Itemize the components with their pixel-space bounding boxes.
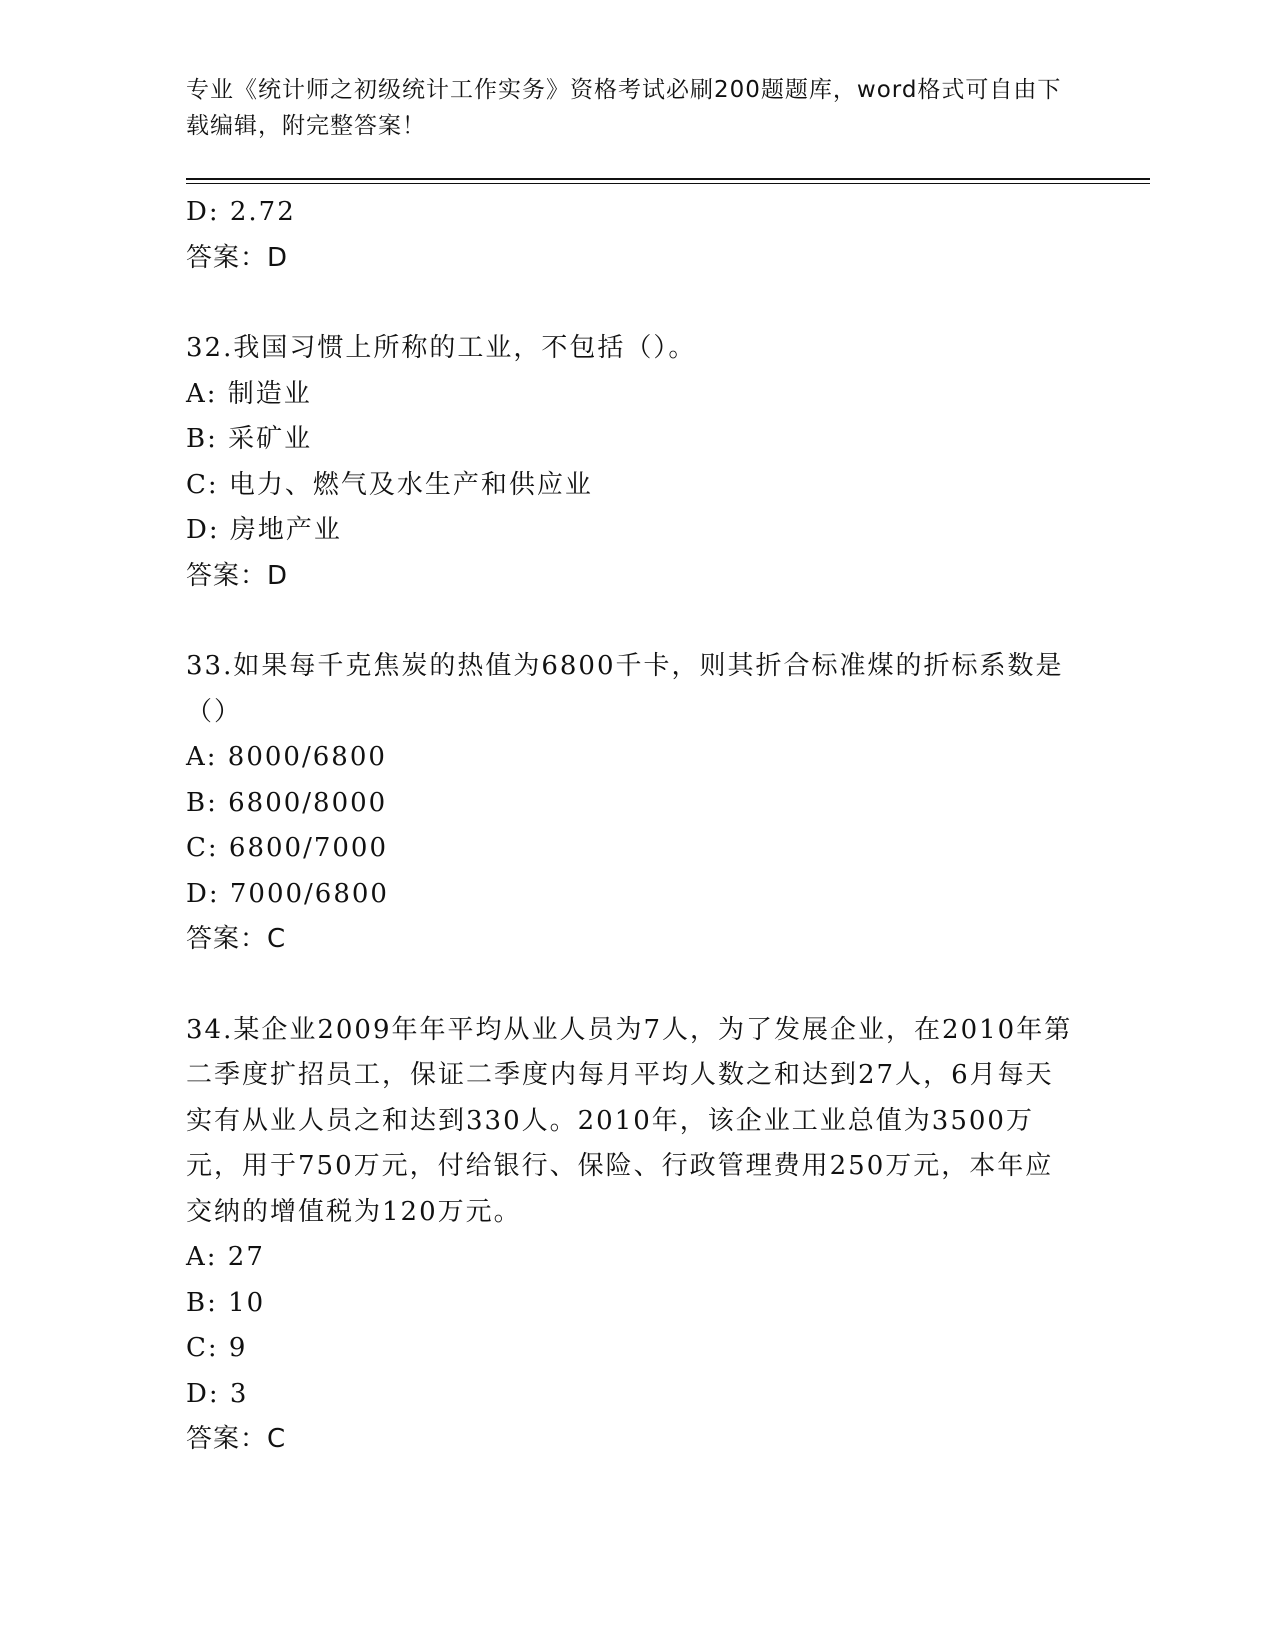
answer: 答案：D bbox=[186, 560, 289, 591]
option-c: C: 6800/7000 bbox=[186, 833, 389, 863]
header-divider-thin bbox=[186, 183, 1150, 184]
page-header: 专业《统计师之初级统计工作实务》资格考试必刷200题题库，word格式可自由下载编辑，附完整答案！ bbox=[186, 77, 1062, 139]
question-32 bbox=[186, 326, 1086, 599]
header-divider-thick bbox=[186, 178, 1150, 180]
option-b: B: 6800/8000 bbox=[186, 787, 388, 818]
answer: 答案：C bbox=[186, 924, 287, 954]
option-a: A: 制造业 bbox=[186, 378, 312, 409]
question-33 bbox=[186, 644, 1086, 963]
question-34 bbox=[186, 1008, 1086, 1463]
question-text: 34.某企业2009年年平均从业人员为7人，为了发展企业，在2010年第二季度扩招员工，保证二季度内每月平均人数之和达到27人，6月每天实有从业人员之和达到330人。2010年，该企业工业总值为3500万元，用于750万元，付给银行、保险、行政管理费用250万元，本年应交纳的增值税为120万元。 bbox=[186, 1014, 1073, 1227]
answer: 答案：C bbox=[186, 1424, 287, 1454]
option-c: C: 9 bbox=[186, 1333, 248, 1363]
prev-question-option-d: D: 2.72 bbox=[186, 197, 296, 227]
option-d: D: 7000/6800 bbox=[186, 878, 389, 909]
option-b: B: 采矿业 bbox=[186, 424, 313, 454]
option-d: D: 房地产业 bbox=[186, 515, 342, 545]
option-a: A: 8000/6800 bbox=[186, 742, 387, 772]
option-d: D: 3 bbox=[186, 1378, 249, 1409]
option-a: A: 27 bbox=[186, 1242, 265, 1272]
question-text: 32.我国习惯上所称的工业，不包括（）。 bbox=[186, 333, 697, 363]
option-b: B: 10 bbox=[186, 1287, 266, 1318]
prev-question-answer: 答案：D bbox=[186, 242, 289, 273]
question-text: 33.如果每千克焦炭的热值为6800千卡，则其折合标准煤的折标系数是（） bbox=[186, 651, 1064, 727]
option-c: C: 电力、燃气及水生产和供应业 bbox=[186, 469, 593, 500]
question-list bbox=[186, 190, 1086, 1463]
